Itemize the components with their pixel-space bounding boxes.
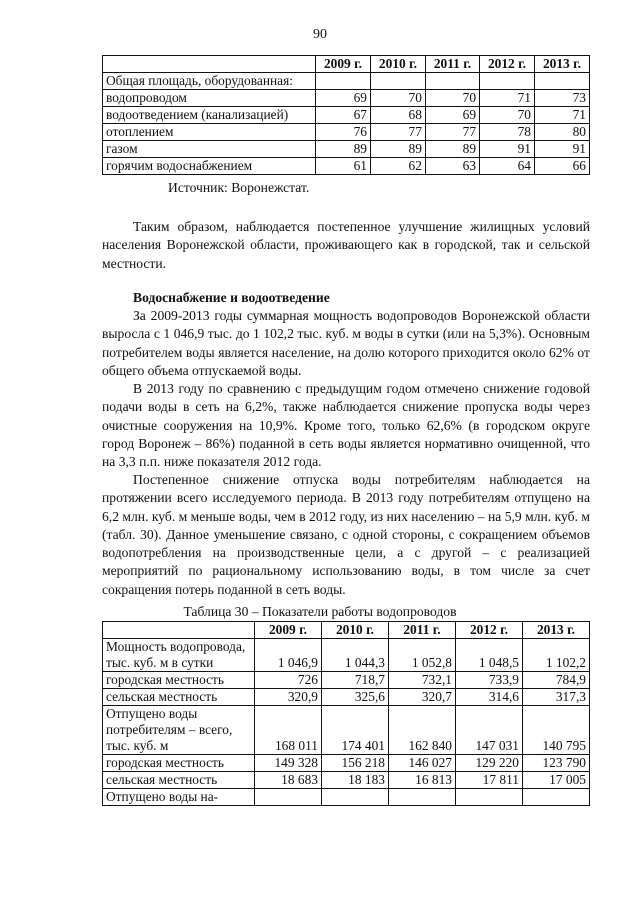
table-cell: 80 bbox=[534, 124, 589, 141]
table-cell: 70 bbox=[425, 90, 479, 107]
table-row bbox=[103, 158, 590, 175]
table-cell: 140 795 bbox=[523, 706, 590, 755]
table-cell: 123 790 bbox=[523, 755, 590, 772]
table-group-label: Общая площадь, оборудованная: bbox=[103, 73, 316, 90]
table-cell bbox=[322, 789, 389, 806]
row-label: горячим водоснабжением bbox=[103, 158, 316, 175]
table-cell: 317,3 bbox=[523, 689, 590, 706]
table-cell: 70 bbox=[370, 90, 425, 107]
section-heading: Водоснабжение и водоотведение bbox=[133, 290, 330, 305]
row-label: сельская местность bbox=[103, 772, 255, 789]
row-label: Отпущено воды на- bbox=[103, 789, 255, 806]
table-header-cell: 2010 г. bbox=[370, 56, 425, 73]
table-header-cell: 2013 г. bbox=[534, 56, 589, 73]
table-cell: 156 218 bbox=[322, 755, 389, 772]
paragraph bbox=[102, 380, 590, 471]
table-header-cell: 2011 г. bbox=[425, 56, 479, 73]
paragraph bbox=[102, 471, 590, 599]
table-header-cell: 2012 г. bbox=[456, 622, 523, 639]
table-cell: 91 bbox=[534, 141, 589, 158]
table-cell: 129 220 bbox=[456, 755, 523, 772]
table-cell: 66 bbox=[534, 158, 589, 175]
table-row bbox=[103, 141, 590, 158]
table-header-cell: 2009 г. bbox=[255, 622, 322, 639]
table-cell: 70 bbox=[480, 107, 535, 124]
table-cell: 69 bbox=[316, 90, 371, 107]
table-cell: 146 027 bbox=[389, 755, 456, 772]
table-row bbox=[103, 124, 590, 141]
table-cell: 63 bbox=[425, 158, 479, 175]
row-label: отоплением bbox=[103, 124, 316, 141]
table-header-cell bbox=[103, 56, 316, 73]
table-header-cell: 2012 г. bbox=[480, 56, 535, 73]
row-label: городская местность bbox=[103, 672, 255, 689]
table-header-cell: 2013 г. bbox=[523, 622, 590, 639]
paragraph bbox=[102, 307, 590, 380]
table-cell: 733,9 bbox=[456, 672, 523, 689]
table-cell: 325,6 bbox=[322, 689, 389, 706]
table-cell: 726 bbox=[255, 672, 322, 689]
row-label: сельская местность bbox=[103, 689, 255, 706]
table-cell: 17 811 bbox=[456, 772, 523, 789]
table-row bbox=[103, 107, 590, 124]
table-cell bbox=[456, 789, 523, 806]
table-cell: 76 bbox=[316, 124, 371, 141]
row-label: Мощность водопровода, тыс. куб. м в сутки bbox=[103, 639, 255, 672]
table-cell: 314,6 bbox=[456, 689, 523, 706]
table-source-note: Источник: Воронежстат. bbox=[168, 180, 310, 195]
row-label: водоотведением (канализацией) bbox=[103, 107, 316, 124]
table-cell bbox=[389, 789, 456, 806]
table-row bbox=[103, 639, 590, 672]
table-row bbox=[103, 689, 590, 706]
table-row bbox=[103, 706, 590, 755]
table-header-row bbox=[103, 622, 590, 639]
table-cell: 67 bbox=[316, 107, 371, 124]
page-number: 90 bbox=[313, 27, 327, 42]
table-cell: 168 011 bbox=[255, 706, 322, 755]
table-header-cell bbox=[103, 622, 255, 639]
table-cell: 62 bbox=[370, 158, 425, 175]
table-cell: 78 bbox=[480, 124, 535, 141]
table-cell: 149 328 bbox=[255, 755, 322, 772]
table-cell: 18 183 bbox=[322, 772, 389, 789]
paragraph-text: За 2009-2013 годы суммарная мощность водопроводов Воронежской области выросла с 1 046,9 тыс. до 1 102,2 тыс. куб. м воды в сутки (или на 5,3%). Основным потребителем воды является население, на долю которого приходится около 62% от общего объема отпускаемой воды. bbox=[102, 308, 590, 378]
table-cell: 71 bbox=[534, 107, 589, 124]
table-cell: 320,9 bbox=[255, 689, 322, 706]
table-cell: 718,7 bbox=[322, 672, 389, 689]
table-cell: 732,1 bbox=[389, 672, 456, 689]
table-cell: 17 005 bbox=[523, 772, 590, 789]
table-cell: 77 bbox=[370, 124, 425, 141]
table-row bbox=[103, 672, 590, 689]
row-label: Отпущено воды потребителям – всего, тыс. куб. м bbox=[103, 706, 255, 755]
table-row bbox=[103, 90, 590, 107]
table-cell: 18 683 bbox=[255, 772, 322, 789]
table-cell bbox=[255, 789, 322, 806]
table-cell: 89 bbox=[316, 141, 371, 158]
table-caption: Таблица 30 – Показатели работы водопроводов bbox=[183, 604, 457, 619]
table-cell: 16 813 bbox=[389, 772, 456, 789]
table-header-cell: 2011 г. bbox=[389, 622, 456, 639]
housing-amenities-table bbox=[102, 55, 590, 175]
table-cell: 174 401 bbox=[322, 706, 389, 755]
table-cell: 162 840 bbox=[389, 706, 456, 755]
table-cell: 1 052,8 bbox=[389, 639, 456, 672]
table-row bbox=[103, 772, 590, 789]
table-header-cell: 2009 г. bbox=[316, 56, 371, 73]
table-cell bbox=[523, 789, 590, 806]
paragraph-text: Постепенное снижение отпуска воды потребителям наблюдается на протяжении всего исследуемого периода. В 2013 году потребителям отпущено на 6,2 млн. куб. м меньше воды, чем в 2012 году, из них населению – на 5,9 млн. куб. м (табл. 30). Данное уменьшение связано, с одной стороны, с сокращением объемов водопотребления на производственные цели, а с другой – с реализацией мероприятий по рациональному использованию воды, в том числе за счет сокращения потерь поданной в сеть воды. bbox=[102, 472, 590, 597]
table-row bbox=[103, 789, 590, 806]
table-header-cell: 2010 г. bbox=[322, 622, 389, 639]
row-label: газом bbox=[103, 141, 316, 158]
table-cell: 1 048,5 bbox=[456, 639, 523, 672]
table-cell: 71 bbox=[480, 90, 535, 107]
paragraph-text: Таким образом, наблюдается постепенное улучшение жилищных условий населения Воронежской области, проживающего как в городской, так и сельской местности. bbox=[102, 219, 590, 271]
table-cell: 64 bbox=[480, 158, 535, 175]
row-label: водопроводом bbox=[103, 90, 316, 107]
table-cell: 1 102,2 bbox=[523, 639, 590, 672]
table-cell: 89 bbox=[370, 141, 425, 158]
table-header-row bbox=[103, 56, 590, 73]
table-cell: 1 046,9 bbox=[255, 639, 322, 672]
paragraph bbox=[102, 218, 590, 273]
table-row bbox=[103, 755, 590, 772]
table-cell: 77 bbox=[425, 124, 479, 141]
paragraph-text: В 2013 году по сравнению с предыдущим годом отмечено снижение годовой подачи воды в сеть на 6,2%, также наблюдается снижение пропуска воды через очистные сооружения на 10,9%. Кроме того, только 62,6% (в городском округе город Воронеж – 86%) поданной в сеть воды является нормативно очищенной, что на 3,3 п.п. ниже показателя 2012 года. bbox=[102, 381, 590, 470]
row-label: городская местность bbox=[103, 755, 255, 772]
table-cell: 147 031 bbox=[456, 706, 523, 755]
table-cell: 320,7 bbox=[389, 689, 456, 706]
table-group-row bbox=[103, 73, 590, 90]
table-cell: 68 bbox=[370, 107, 425, 124]
table-cell: 1 044,3 bbox=[322, 639, 389, 672]
table-cell: 61 bbox=[316, 158, 371, 175]
table-cell: 73 bbox=[534, 90, 589, 107]
table-cell: 784,9 bbox=[523, 672, 590, 689]
water-supply-table bbox=[102, 621, 590, 806]
table-cell: 69 bbox=[425, 107, 479, 124]
table-cell: 89 bbox=[425, 141, 479, 158]
table-cell: 91 bbox=[480, 141, 535, 158]
